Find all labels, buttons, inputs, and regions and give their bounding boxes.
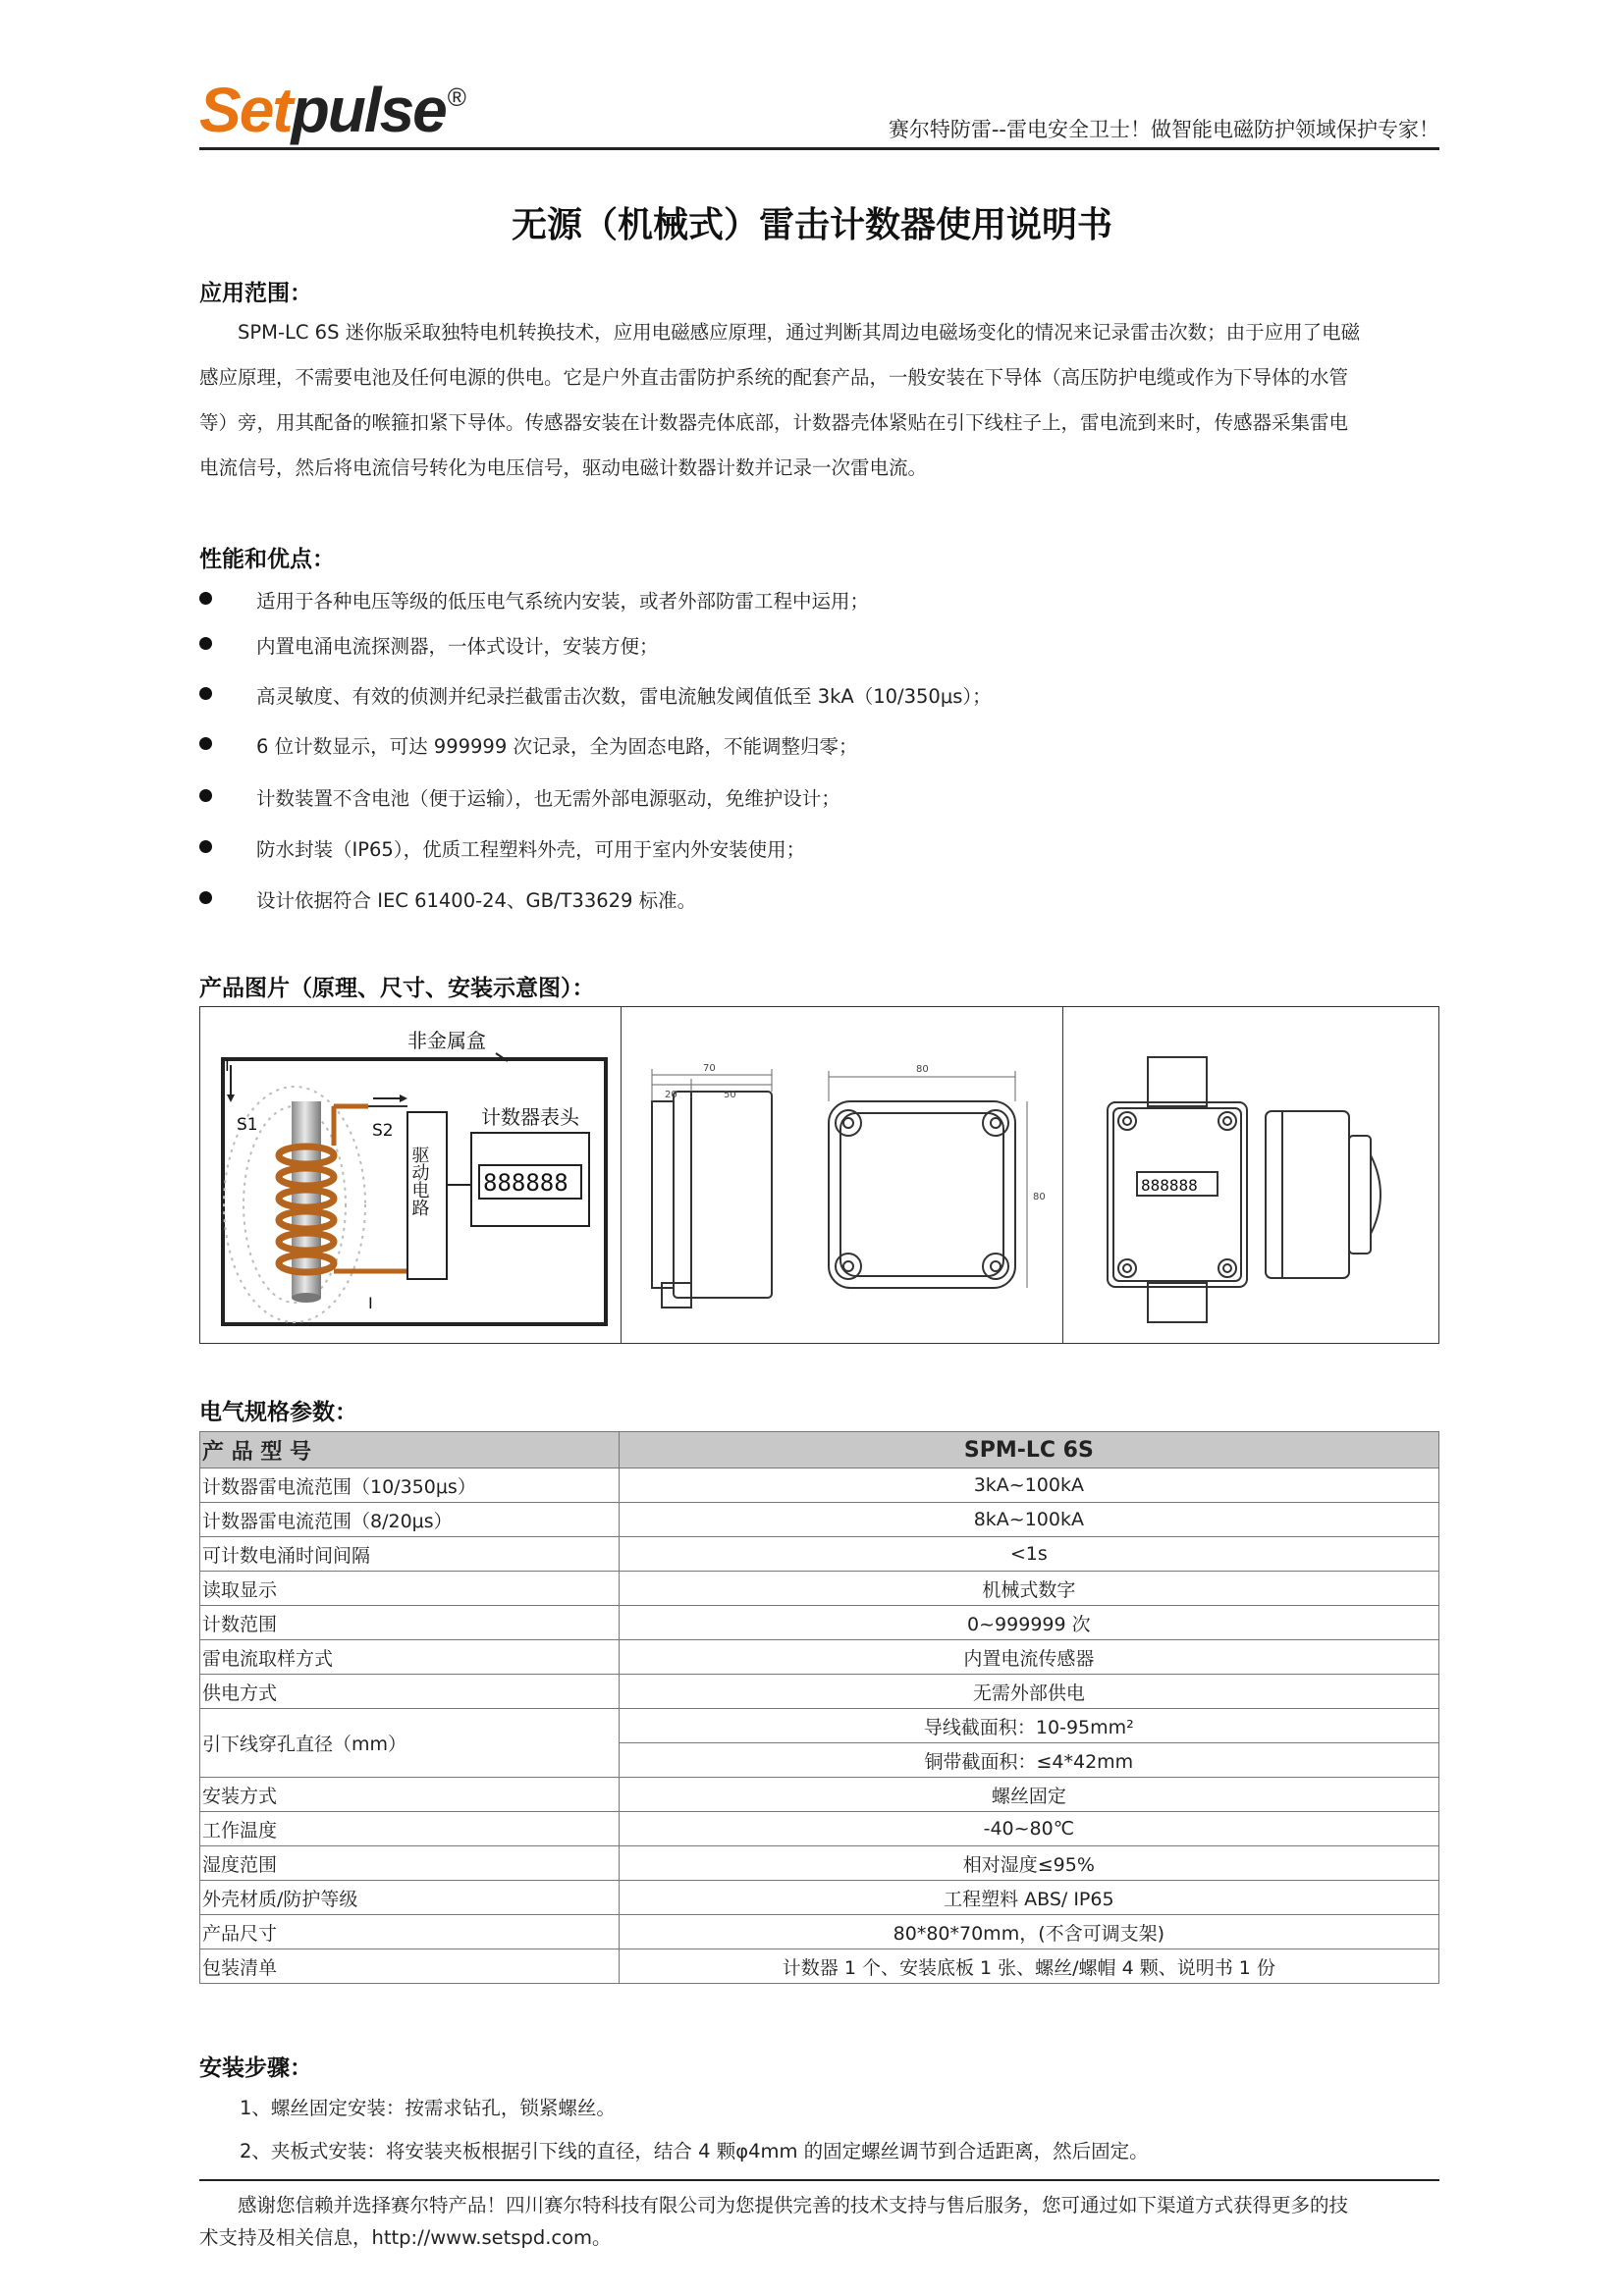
- feature-text: 6 位计数显示，可达 999999 次记录，全为固态电路，不能调整归零；: [256, 735, 858, 758]
- current-label-bottom: I: [368, 1294, 373, 1312]
- feature-item: [199, 681, 1439, 711]
- section-install-heading: 安装步骤：: [199, 2056, 312, 2081]
- application-line: 感应原理，不需要电池及任何电源的供电。它是户外直击雷防护系统的配套产品，一般安装在下导体（高压防护电缆或作为下导体的水管: [199, 366, 1349, 389]
- dim-80-height-label: 80: [1033, 1192, 1046, 1202]
- section-application-heading: 应用范围：: [199, 281, 312, 306]
- spec-value: 3kA~100kA: [619, 1468, 1438, 1503]
- s2-label: S2: [372, 1121, 394, 1141]
- table-row: [200, 1949, 1439, 1984]
- bullet-icon: [199, 637, 212, 650]
- spec-label: 可计数电涌时间间隔: [200, 1537, 620, 1572]
- feature-text: 内置电涌电流探测器，一体式设计，安装方便；: [256, 635, 659, 658]
- install-step: 1、螺丝固定安装：按需求钻孔，锁紧螺丝。: [240, 2097, 616, 2119]
- table-row: [200, 1812, 1439, 1846]
- application-line: 等）旁，用其配备的喉箍扣紧下导体。传感器安装在计数器壳体底部，计数器壳体紧贴在引下线柱子上，雷电流到来时，传感器采集雷电: [199, 411, 1349, 434]
- figure-divider: [621, 1006, 622, 1344]
- spec-value: 内置电流传感器: [619, 1640, 1438, 1675]
- footer-text: [199, 2189, 1439, 2254]
- brand-logo: [199, 75, 464, 145]
- feature-text: 设计依据符合 IEC 61400-24、GB/T33629 标准。: [256, 889, 697, 912]
- current-label-top: I: [225, 1056, 230, 1075]
- registered-mark: ®: [447, 82, 464, 112]
- table-row: [200, 1537, 1439, 1572]
- footer-divider: [199, 2179, 1439, 2181]
- dim-50-label: 50: [724, 1090, 736, 1100]
- spec-label: 读取显示: [200, 1572, 620, 1606]
- table-row: [200, 1915, 1439, 1949]
- table-row: [200, 1778, 1439, 1812]
- spec-label: 雷电流取样方式: [200, 1640, 620, 1675]
- spec-value: 铜带截面积：≤4*42mm: [619, 1743, 1438, 1778]
- dim-70-label: 70: [703, 1063, 716, 1074]
- spec-header-label: 产 品 型 号: [200, 1432, 620, 1468]
- section-specs-heading: 电气规格参数：: [199, 1400, 357, 1425]
- spec-table: [199, 1431, 1439, 1984]
- bullet-icon: [199, 840, 212, 853]
- dim-20-label: 20: [665, 1090, 677, 1100]
- spec-value: 机械式数字: [619, 1572, 1438, 1606]
- application-paragraph: [199, 310, 1439, 491]
- spec-label: 湿度范围: [200, 1846, 620, 1881]
- spec-label: 供电方式: [200, 1675, 620, 1709]
- footer-line: 术支持及相关信息，http://www.setspd.com。: [199, 2226, 612, 2249]
- spec-value: <1s: [619, 1537, 1438, 1572]
- spec-label: 计数范围: [200, 1606, 620, 1640]
- section-features-heading: 性能和优点：: [199, 547, 335, 572]
- bullet-icon: [199, 737, 212, 750]
- spec-header-row: [200, 1432, 1439, 1468]
- s1-label: S1: [237, 1115, 258, 1135]
- spec-label: 计数器雷电流范围（8/20μs）: [200, 1503, 620, 1537]
- table-row: [200, 1503, 1439, 1537]
- footer-line: 感谢您信赖并选择赛尔特产品！四川赛尔特科技有限公司为您提供完善的技术支持与售后服务，您可通过如下渠道方式获得更多的技: [199, 2194, 1349, 2216]
- table-row: [200, 1468, 1439, 1503]
- spec-value: 螺丝固定: [619, 1778, 1438, 1812]
- spec-value: -40~80℃: [619, 1812, 1438, 1846]
- header-divider: [199, 147, 1439, 150]
- spec-value: 相对湿度≤95%: [619, 1846, 1438, 1881]
- nonmetal-box-label: 非金属盒: [407, 1029, 486, 1052]
- feature-item: [199, 631, 1439, 661]
- table-row: [200, 1881, 1439, 1915]
- spec-label: 安装方式: [200, 1778, 620, 1812]
- spec-value: 导线截面积：10-95mm²: [619, 1709, 1438, 1743]
- table-row: [200, 1675, 1439, 1709]
- feature-item: [199, 586, 1439, 615]
- spec-value: 无需外部供电: [619, 1675, 1438, 1709]
- application-line: 电流信号，然后将电流信号转化为电压信号，驱动电磁计数器计数并记录一次雷电流。: [199, 456, 928, 479]
- application-line: SPM-LC 6S 迷你版采取独特电机转换技术，应用电磁感应原理，通过判断其周边电磁场变化的情况来记录雷击次数；由于应用了电磁: [199, 321, 1361, 344]
- table-row: [200, 1606, 1439, 1640]
- feature-item: [199, 885, 1439, 915]
- install-counter-display: 888888: [1141, 1176, 1198, 1195]
- spec-label: 工作温度: [200, 1812, 620, 1846]
- feature-text: 防水封装（IP65），优质工程塑料外壳，可用于室内外安装使用；: [256, 838, 806, 861]
- bullet-icon: [199, 687, 212, 700]
- spec-label: 产品尺寸: [200, 1915, 620, 1949]
- driver-circuit-label: 驱动电路: [408, 1146, 430, 1216]
- feature-item: [199, 783, 1439, 813]
- spec-header-value: SPM-LC 6S: [619, 1432, 1438, 1468]
- figure-divider: [1062, 1006, 1063, 1344]
- feature-text: 计数装置不含电池（便于运输），也无需外部电源驱动，免维护设计；: [256, 787, 840, 810]
- install-step: 2、夹板式安装：将安装夹板根据引下线的直径，结合 4 颗φ4mm 的固定螺丝调节到合适距离，然后固定。: [240, 2140, 1149, 2163]
- section-figures-heading: 产品图片（原理、尺寸、安装示意图）：: [199, 976, 595, 1001]
- bullet-icon: [199, 891, 212, 904]
- spec-value: 工程塑料 ABS/ IP65: [619, 1881, 1438, 1915]
- spec-value: 计数器 1 个、安装底板 1 张、螺丝/螺帽 4 颗、说明书 1 份: [619, 1949, 1438, 1984]
- document-title: 无源（机械式）雷击计数器使用说明书: [511, 205, 1112, 245]
- spec-label: 外壳材质/防护等级: [200, 1881, 620, 1915]
- feature-text: 高灵敏度、有效的侦测并纪录拦截雷击次数，雷电流触发阈值低至 3kA（10/350μs）；: [256, 685, 992, 708]
- spec-label: 引下线穿孔直径（mm）: [200, 1709, 620, 1778]
- spec-label: 计数器雷电流范围（10/350μs）: [200, 1468, 620, 1503]
- table-row: [200, 1640, 1439, 1675]
- bullet-icon: [199, 789, 212, 802]
- spec-label: 包装清单: [200, 1949, 620, 1984]
- feature-text: 适用于各种电压等级的低压电气系统内安装，或者外部防雷工程中运用；: [256, 590, 870, 613]
- spec-value: 8kA~100kA: [619, 1503, 1438, 1537]
- logo-pulse-text: pulse: [291, 75, 446, 145]
- installation-drawing: [1064, 1008, 1437, 1342]
- feature-item: [199, 731, 1439, 761]
- principle-schematic: [201, 1008, 620, 1342]
- table-row: [200, 1709, 1439, 1743]
- counter-display: 888888: [483, 1169, 568, 1197]
- dimension-drawing: [623, 1008, 1060, 1342]
- table-row: [200, 1572, 1439, 1606]
- header-slogan: 赛尔特防雷--雷电安全卫士！做智能电磁防护领域保护专家！: [888, 118, 1439, 141]
- counter-head-label: 计数器表头: [481, 1105, 579, 1129]
- spec-value: 80*80*70mm，(不含可调支架): [619, 1915, 1438, 1949]
- feature-item: [199, 834, 1439, 864]
- logo-set-text: Set: [199, 75, 292, 145]
- spec-value: 0~999999 次: [619, 1606, 1438, 1640]
- dim-80-width-label: 80: [916, 1064, 929, 1075]
- bullet-icon: [199, 592, 212, 605]
- table-row: [200, 1846, 1439, 1881]
